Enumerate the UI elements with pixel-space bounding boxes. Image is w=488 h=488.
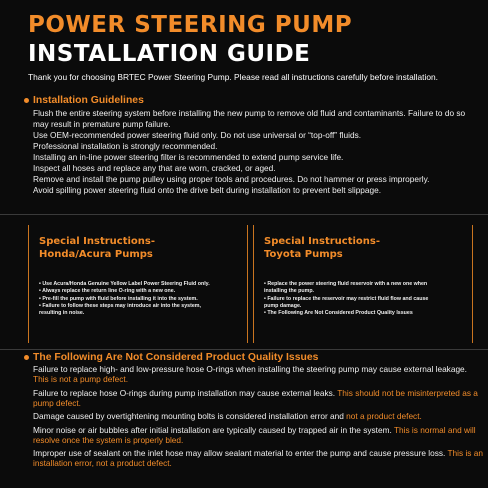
honda-item: • Failure to follow these steps may introduce air into the system, bbox=[39, 302, 201, 309]
toyota-box-title-1: Special Instructions- bbox=[264, 236, 381, 247]
title-line-1: POWER STEERING PUMP bbox=[28, 12, 353, 38]
not-quality-note: This is an installation error, not a product defect. bbox=[33, 448, 483, 468]
toyota-item: • The Following Are Not Considered Product Quality Issues bbox=[264, 310, 413, 317]
bullet-dot-icon bbox=[24, 355, 29, 360]
honda-item: resulting in noise. bbox=[39, 310, 85, 317]
guideline-item: Installing an in-line power steering filter is recommended to extend pump service life. bbox=[33, 152, 344, 162]
not-quality-note: not a product defect. bbox=[346, 411, 422, 421]
intro-text: Thank you for choosing BRTEC Power Steering Pump. Please read all instructions carefully before installation. bbox=[28, 72, 438, 82]
honda-box-title-2: Honda/Acura Pumps bbox=[39, 249, 153, 260]
honda-instructions-box bbox=[28, 225, 248, 343]
guideline-item: Remove and install the pump pulley using proper tools and procedures. Do not hammer or press improperly. bbox=[33, 174, 430, 184]
guideline-item: Flush the entire steering system before installing the new pump to remove old fluid and contaminants. Failure to do so may result in premature pump failure. bbox=[33, 108, 466, 129]
toyota-item: • Replace the power steering fluid reservoir with a new one when bbox=[264, 281, 428, 287]
not-quality-heading-text: The Following Are Not Considered Product Quality Issues bbox=[33, 352, 319, 363]
bullet-dot-icon bbox=[24, 98, 29, 103]
guideline-item: Professional installation is strongly recommended. bbox=[33, 141, 218, 151]
guidelines-heading bbox=[24, 95, 144, 106]
guidelines-list bbox=[33, 108, 481, 196]
not-quality-text: Damage caused by overtightening mounting bolts is considered installation error and bbox=[33, 411, 347, 421]
not-quality-item bbox=[33, 425, 483, 445]
honda-item: • Always replace the return line O-ring with a new one. bbox=[39, 288, 176, 295]
toyota-item: • Failure to replace the reservoir may restrict fluid flow and cause bbox=[264, 295, 429, 302]
not-quality-text: Failure to replace high- and low-pressure hose O-rings when installing the steering pump may cause external leakage. bbox=[33, 364, 467, 374]
toyota-instructions-box bbox=[253, 225, 473, 343]
toyota-item: pump damage. bbox=[264, 302, 302, 309]
not-quality-item bbox=[33, 364, 483, 384]
not-quality-note: This is not a pump defect. bbox=[33, 374, 129, 384]
divider bbox=[0, 214, 488, 215]
honda-item: • Use Acura/Honda Genuine Yellow Label Power Steering Fluid only. bbox=[39, 281, 210, 287]
not-quality-item bbox=[33, 388, 483, 408]
not-quality-text: Improper use of sealant on the inlet hose may allow sealant material to enter the pump and cause pressure loss. bbox=[33, 448, 448, 458]
honda-instructions-list bbox=[39, 281, 237, 317]
toyota-box-title-2: Toyota Pumps bbox=[264, 249, 343, 260]
not-quality-text: Minor noise or air bubbles after initial installation are typically caused by trapped air in the system. bbox=[33, 424, 394, 435]
guideline-item: Avoid spilling power steering fluid onto the drive belt during installation to prevent belt slippage. bbox=[33, 185, 382, 195]
guideline-item: Use OEM-recommended power steering fluid only. Do not use universal or “top-off” fluids. bbox=[33, 130, 362, 140]
honda-box-title-1: Special Instructions- bbox=[39, 236, 156, 247]
toyota-item: installing the pump. bbox=[264, 288, 315, 295]
divider bbox=[0, 349, 488, 350]
honda-item: • Pre-fill the pump with fluid before installing it into the system. bbox=[39, 295, 198, 302]
not-quality-heading bbox=[24, 352, 318, 363]
not-quality-list bbox=[33, 364, 483, 472]
guideline-item: Inspect all hoses and replace any that are worn, cracked, or aged. bbox=[33, 163, 276, 173]
not-quality-item bbox=[33, 448, 483, 468]
title-line-2: INSTALLATION GUIDE bbox=[28, 41, 311, 67]
not-quality-note: This is normal and will resolve once the system is properly bled. bbox=[33, 424, 476, 445]
guidelines-heading-text: Installation Guidelines bbox=[33, 95, 144, 106]
not-quality-text: Failure to replace hose O-rings during pump installation may cause external leaks. bbox=[33, 387, 338, 398]
toyota-instructions-list bbox=[264, 281, 462, 317]
not-quality-item bbox=[33, 411, 483, 421]
not-quality-note: This should not be misinterpreted as a pump defect. bbox=[33, 387, 478, 408]
